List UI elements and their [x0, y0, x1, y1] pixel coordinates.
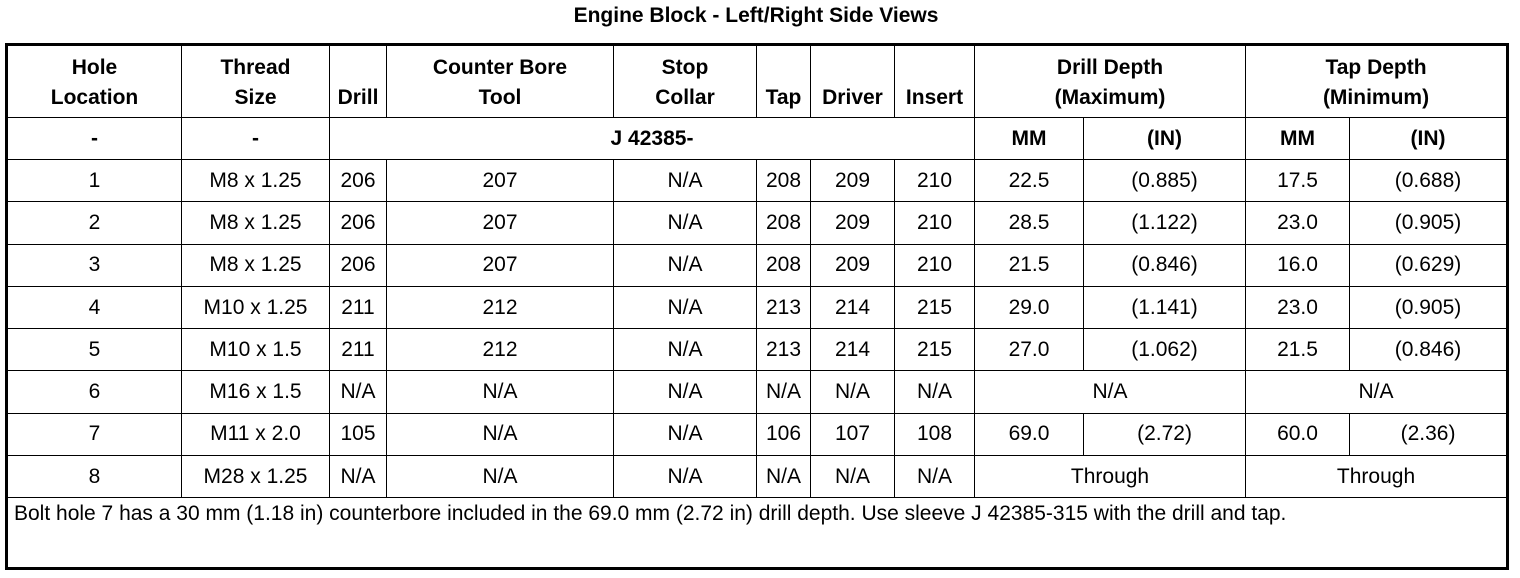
cell-thread: M8 x 1.25 [182, 244, 330, 286]
cell-tap-depth-mm: 23.0 [1246, 202, 1350, 244]
header-row [7, 45, 1508, 118]
cell-counter-bore: 212 [387, 286, 614, 328]
table-row [7, 329, 1508, 371]
cell-counter-bore: 212 [387, 329, 614, 371]
cell-hole: 1 [7, 160, 182, 202]
cell-drill-depth-in: (2.72) [1084, 413, 1246, 455]
cell-tap: N/A [757, 456, 811, 498]
table-row [7, 371, 1508, 413]
cell-stop-collar: N/A [614, 286, 757, 328]
subheader-drill-in: (IN) [1084, 118, 1246, 160]
cell-thread: M8 x 1.25 [182, 160, 330, 202]
cell-counter-bore: N/A [387, 371, 614, 413]
cell-thread: M28 x 1.25 [182, 456, 330, 498]
cell-tap: 213 [757, 286, 811, 328]
cell-thread: M10 x 1.25 [182, 286, 330, 328]
cell-drill-depth-in: (0.885) [1084, 160, 1246, 202]
cell-drill: 206 [330, 244, 387, 286]
table-row [7, 286, 1508, 328]
cell-tap: 106 [757, 413, 811, 455]
cell-tap: 208 [757, 160, 811, 202]
cell-stop-collar: N/A [614, 456, 757, 498]
cell-tap-depth-mm: 17.5 [1246, 160, 1350, 202]
subheader-row [7, 118, 1508, 160]
cell-drill-depth-mm: 22.5 [975, 160, 1084, 202]
cell-tap-depth-merged: Through [1246, 456, 1508, 498]
cell-tap-depth-in: (2.36) [1350, 413, 1508, 455]
cell-driver: N/A [811, 456, 895, 498]
cell-drill-depth-mm: 69.0 [975, 413, 1084, 455]
cell-thread: M16 x 1.5 [182, 371, 330, 413]
cell-drill: N/A [330, 456, 387, 498]
cell-tap-depth-merged: N/A [1246, 371, 1508, 413]
cell-tap-depth-in: (0.688) [1350, 160, 1508, 202]
note-row [7, 498, 1508, 569]
cell-stop-collar: N/A [614, 371, 757, 413]
cell-drill-depth-mm: 28.5 [975, 202, 1084, 244]
header-driver: Driver [811, 45, 895, 118]
cell-counter-bore: 207 [387, 244, 614, 286]
cell-stop-collar: N/A [614, 160, 757, 202]
cell-hole: 4 [7, 286, 182, 328]
cell-driver: 209 [811, 160, 895, 202]
cell-tap-depth-in: (0.905) [1350, 202, 1508, 244]
table-row [7, 244, 1508, 286]
cell-counter-bore: N/A [387, 413, 614, 455]
cell-stop-collar: N/A [614, 413, 757, 455]
subheader-hole-location: - [7, 118, 182, 160]
cell-counter-bore: 207 [387, 202, 614, 244]
cell-thread: M10 x 1.5 [182, 329, 330, 371]
cell-drill-depth-in: (1.141) [1084, 286, 1246, 328]
cell-drill: 206 [330, 160, 387, 202]
subheader-tap-mm: MM [1246, 118, 1350, 160]
cell-drill-depth-mm: 27.0 [975, 329, 1084, 371]
cell-hole: 7 [7, 413, 182, 455]
cell-tap-depth-in: (0.905) [1350, 286, 1508, 328]
cell-driver: 214 [811, 329, 895, 371]
header-hole-location: Hole Location [7, 45, 182, 118]
cell-hole: 5 [7, 329, 182, 371]
subheader-tap-in: (IN) [1350, 118, 1508, 160]
cell-stop-collar: N/A [614, 329, 757, 371]
specification-table [5, 43, 1509, 570]
cell-tap: 208 [757, 202, 811, 244]
cell-stop-collar: N/A [614, 202, 757, 244]
cell-hole: 3 [7, 244, 182, 286]
cell-stop-collar: N/A [614, 244, 757, 286]
subheader-thread-size: - [182, 118, 330, 160]
table-row [7, 160, 1508, 202]
cell-driver: 209 [811, 202, 895, 244]
cell-driver: 209 [811, 244, 895, 286]
cell-drill-depth-mm: 29.0 [975, 286, 1084, 328]
cell-tap: 213 [757, 329, 811, 371]
cell-tap-depth-in: (0.846) [1350, 329, 1508, 371]
cell-tap-depth-in: (0.629) [1350, 244, 1508, 286]
header-tap-depth: Tap Depth (Minimum) [1246, 45, 1508, 118]
cell-insert: 210 [895, 160, 975, 202]
table-row [7, 456, 1508, 498]
cell-hole: 6 [7, 371, 182, 413]
header-insert: Insert [895, 45, 975, 118]
cell-drill-depth-merged: N/A [975, 371, 1246, 413]
cell-hole: 2 [7, 202, 182, 244]
cell-tap-depth-mm: 21.5 [1246, 329, 1350, 371]
footnote: Bolt hole 7 has a 30 mm (1.18 in) counterbore included in the 69.0 mm (2.72 in) drill depth. Use sleeve J 42385-315 with the drill and tap. [7, 498, 1508, 569]
header-stop-collar: Stop Collar [614, 45, 757, 118]
table-row [7, 413, 1508, 455]
cell-drill: 105 [330, 413, 387, 455]
table-row [7, 202, 1508, 244]
cell-tap-depth-mm: 16.0 [1246, 244, 1350, 286]
cell-insert: 210 [895, 244, 975, 286]
cell-drill-depth-merged: Through [975, 456, 1246, 498]
cell-counter-bore: N/A [387, 456, 614, 498]
header-tap: Tap [757, 45, 811, 118]
cell-insert: 215 [895, 286, 975, 328]
cell-insert: 210 [895, 202, 975, 244]
subheader-tool-prefix: J 42385- [330, 118, 975, 160]
cell-drill-depth-in: (1.122) [1084, 202, 1246, 244]
cell-driver: N/A [811, 371, 895, 413]
cell-drill-depth-mm: 21.5 [975, 244, 1084, 286]
table-title: Engine Block - Left/Right Side Views [573, 4, 939, 27]
cell-drill: 211 [330, 286, 387, 328]
cell-insert: N/A [895, 456, 975, 498]
cell-driver: 214 [811, 286, 895, 328]
cell-insert: 215 [895, 329, 975, 371]
cell-drill: 211 [330, 329, 387, 371]
subheader-drill-mm: MM [975, 118, 1084, 160]
cell-drill-depth-in: (0.846) [1084, 244, 1246, 286]
header-drill: Drill [330, 45, 387, 118]
cell-hole: 8 [7, 456, 182, 498]
cell-thread: M8 x 1.25 [182, 202, 330, 244]
cell-drill: N/A [330, 371, 387, 413]
cell-thread: M11 x 2.0 [182, 413, 330, 455]
cell-tap-depth-mm: 60.0 [1246, 413, 1350, 455]
cell-drill: 206 [330, 202, 387, 244]
cell-driver: 107 [811, 413, 895, 455]
cell-insert: 108 [895, 413, 975, 455]
cell-tap-depth-mm: 23.0 [1246, 286, 1350, 328]
header-drill-depth: Drill Depth (Maximum) [975, 45, 1246, 118]
cell-tap: N/A [757, 371, 811, 413]
cell-tap: 208 [757, 244, 811, 286]
header-thread-size: Thread Size [182, 45, 330, 118]
cell-counter-bore: 207 [387, 160, 614, 202]
cell-drill-depth-in: (1.062) [1084, 329, 1246, 371]
header-counter-bore-tool: Counter Bore Tool [387, 45, 614, 118]
cell-insert: N/A [895, 371, 975, 413]
